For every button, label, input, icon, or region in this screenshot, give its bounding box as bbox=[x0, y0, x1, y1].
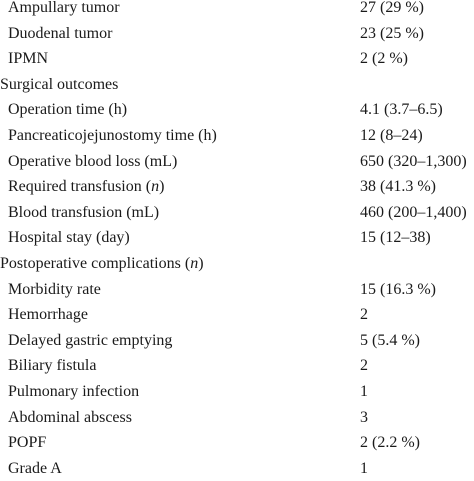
row-value: 15 (12–38) bbox=[360, 229, 431, 247]
section-title-italic: n bbox=[190, 254, 199, 272]
row-value: 15 (16.3 %) bbox=[360, 280, 436, 298]
table-row bbox=[0, 379, 474, 405]
row-value: 2 (2.2 %) bbox=[360, 434, 420, 452]
table-row bbox=[0, 149, 474, 175]
row-label: POPF bbox=[8, 434, 47, 452]
row-label: Pancreaticojejunostomy time (h) bbox=[8, 126, 217, 144]
row-value: 4.1 (3.7–6.5) bbox=[360, 101, 443, 119]
row-label: Operative blood loss (mL) bbox=[8, 152, 178, 170]
row-value: 3 bbox=[360, 408, 368, 426]
row-label: Hemorrhage bbox=[8, 306, 88, 324]
section-header-row bbox=[0, 251, 474, 277]
row-label: Grade A bbox=[8, 459, 62, 477]
table-row bbox=[0, 174, 474, 200]
table-row bbox=[0, 21, 474, 47]
row-value: 5 (5.4 %) bbox=[360, 331, 420, 349]
row-value: 460 (200–1,400) bbox=[360, 203, 467, 221]
table-row bbox=[0, 353, 474, 379]
row-label: Duodenal tumor bbox=[8, 24, 113, 42]
row-label-end: ) bbox=[159, 178, 165, 196]
row-label bbox=[8, 174, 164, 200]
row-value: 2 bbox=[360, 357, 368, 375]
table-row bbox=[0, 97, 474, 123]
table-row bbox=[0, 0, 474, 21]
row-label: Hospital stay (day) bbox=[8, 229, 130, 247]
row-label: Delayed gastric emptying bbox=[8, 331, 173, 349]
row-label: Morbidity rate bbox=[8, 280, 101, 298]
row-value: 38 (41.3 %) bbox=[360, 178, 436, 196]
table-row bbox=[0, 456, 474, 481]
row-value: 650 (320–1,300) bbox=[360, 152, 467, 170]
row-label: Pulmonary infection bbox=[8, 382, 140, 400]
row-value: 12 (8–24) bbox=[360, 126, 423, 144]
table-row bbox=[0, 277, 474, 303]
table-row bbox=[0, 46, 474, 72]
row-value: 2 bbox=[360, 306, 368, 324]
row-label: Blood transfusion (mL) bbox=[8, 203, 160, 221]
row-value: 2 (2 %) bbox=[360, 50, 408, 68]
row-value: 1 bbox=[360, 459, 368, 477]
section-title-end: ) bbox=[198, 254, 204, 272]
row-value: 27 (29 %) bbox=[360, 0, 424, 16]
table-row bbox=[0, 123, 474, 149]
table-row bbox=[0, 225, 474, 251]
section-title: Surgical outcomes bbox=[0, 75, 119, 93]
row-label: Ampullary tumor bbox=[8, 0, 120, 16]
row-value: 1 bbox=[360, 382, 368, 400]
table-row bbox=[0, 405, 474, 431]
table-row bbox=[0, 302, 474, 328]
row-label: IPMN bbox=[8, 50, 49, 68]
row-label-text: Required transfusion ( bbox=[8, 178, 152, 196]
section-header-row bbox=[0, 72, 474, 98]
row-value: 23 (25 %) bbox=[360, 24, 424, 42]
section-title bbox=[0, 251, 204, 277]
row-label: Biliary fistula bbox=[8, 357, 97, 375]
section-title-text: Postoperative complications ( bbox=[0, 254, 191, 272]
row-label: Operation time (h) bbox=[8, 101, 128, 119]
row-label: Abdominal abscess bbox=[8, 408, 132, 426]
table-row bbox=[0, 328, 474, 354]
table-row bbox=[0, 430, 474, 456]
table-row bbox=[0, 200, 474, 226]
row-label-italic: n bbox=[151, 178, 160, 196]
